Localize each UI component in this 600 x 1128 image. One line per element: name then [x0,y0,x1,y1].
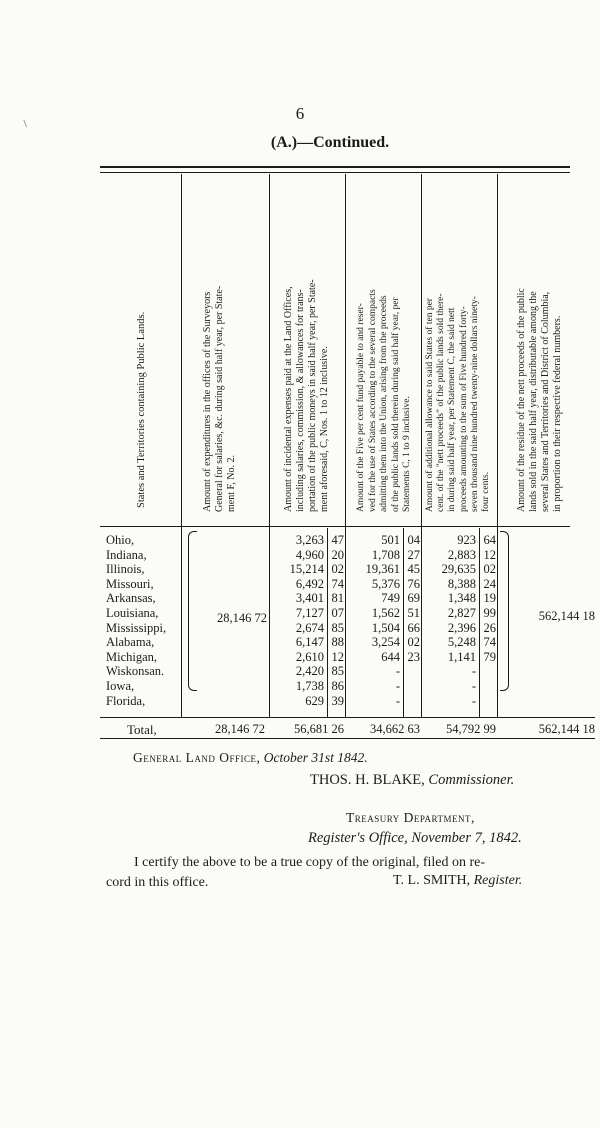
incidental-dollars: 2,674 [295,620,324,635]
ten-cents: 24 [483,576,496,591]
certify-line-2: cord in this office. [106,875,209,890]
incidental-cents: 47 [331,533,344,547]
five-dollars: 5,376 [371,576,400,591]
five-dollars: 644 [381,649,400,664]
header-surveyors: Amount of expenditures in the offices of the Surveyors General for salaries, &c. during said half year, per State- ment F, No. 2. [202,285,237,512]
incidental-dollars: 1,738 [295,679,324,693]
certify-line-1: I certify the above to be a true copy of the original, filed on re- [134,855,486,870]
incidental-dollars: 7,127 [295,606,324,620]
state-name: Iowa, [106,679,135,693]
total-residue: 562,144 18 [538,722,595,736]
state-name: Mississippi, [106,620,167,635]
five-dollars: - [395,679,400,693]
incidental-dollars: 629 [305,693,324,708]
table-top-rule [100,166,570,168]
incidental-cents: 39 [331,693,344,708]
incidental-dollars: 3,401 [295,591,324,606]
ten-cents: 99 [483,606,496,620]
total-surveyors: 28,146 72 [215,722,265,736]
total-ten: 54,792 99 [446,722,496,736]
header-states: States and Territories containing Public Lands. [136,311,147,508]
five-cents: 51 [407,606,420,620]
five-dollars: - [395,693,400,708]
incidental-cents: 74 [331,576,344,591]
incidental-cents: 88 [331,635,344,650]
five-cents: 66 [407,620,420,635]
incidental-cents: 02 [331,562,344,577]
incidental-cents: 86 [331,679,344,693]
five-dollars: 501 [381,533,400,547]
ten-dollars: 2,396 [447,620,476,635]
state-name: Michigan, [106,649,158,664]
ten-cents: 79 [483,649,496,664]
totals-rule [100,717,595,718]
state-name: Illinois, [106,562,145,577]
five-cents: 27 [407,547,420,562]
ten-cents: 74 [483,635,496,650]
ten-dollars: 8,388 [447,576,476,591]
office-line: General Land Office, October 31st 1842. [133,750,368,765]
ten-dollars: 1,348 [447,591,476,606]
state-name: Wiskonsan. [106,664,165,679]
page-number: 6 [295,104,305,123]
incidental-cents: 85 [331,620,344,635]
ten-cents: 12 [483,547,496,562]
incidental-dollars: 3,263 [295,533,324,547]
total-incidental: 56,681 26 [294,722,344,736]
incidental-dollars: 6,492 [295,576,324,591]
continued-heading: (A.)—Continued. [270,134,390,151]
col-divider [181,174,182,718]
surveyors-combined: 28,146 72 [217,611,267,625]
header-incidental: Amount of incidental expenses paid at the Land Offices, including salaries, commission, & allowances for trans- portation of the public moneys in said half year, per State- ment aforesaid, C, Nos. 1 to 12 inclusive. [283,279,330,512]
five-cents: 45 [407,562,420,577]
state-name: Ohio, [106,533,135,547]
five-dollars: 1,562 [371,606,400,620]
header-residue: Amount of the residue of the nett proceeds of the public lands sold in the said half year, distributable among the several States and Territories and District of Columbia, in proportion to their respective federal numbers. [516,288,563,512]
ten-cents: 64 [483,533,496,547]
five-dollars: 749 [381,591,400,606]
register-office-line: Register's Office, November 7, 1842. [308,830,522,846]
five-dollars: 1,504 [371,620,400,635]
signer2: T. L. SMITH, Register. [393,873,523,888]
ten-dollars: 2,883 [447,547,476,562]
cents-divider [327,528,328,718]
ten-cents: 02 [483,562,496,577]
state-name: Alabama, [106,635,155,650]
ten-dollars: - [471,693,476,708]
ten-cents: 19 [483,591,496,606]
five-dollars: 19,361 [365,562,400,577]
ten-cents: 26 [483,620,496,635]
cents-divider [479,528,480,718]
table-top-rule-2 [100,172,570,173]
five-cents: 69 [407,591,420,606]
five-cents: 23 [407,649,420,664]
five-dollars: 1,708 [371,547,400,562]
five-cents: 02 [407,635,420,650]
margin-mark: / [20,118,31,130]
incidental-cents: 20 [331,547,344,562]
ten-dollars: 5,248 [447,635,476,650]
state-name: Florida, [106,693,146,708]
totals-label: Total, [127,722,157,737]
incidental-dollars: 15,214 [289,562,324,577]
ten-dollars: 29,635 [441,562,476,577]
state-name: Arkansas, [106,591,156,606]
header-bottom-rule [100,526,570,527]
incidental-cents: 85 [331,664,344,679]
col-divider [269,174,270,718]
state-name: Indiana, [106,547,147,562]
five-dollars: 3,254 [371,635,400,650]
ten-dollars: 923 [457,533,476,547]
header-five-per-cent: Amount of the Five per cent fund payable to and reser- ved for the use of States according to the several compacts admitting them into the Union, arising from the proceeds of the public lands sold therein during said half year, per Statements C, 1 to 9 inclusive. [356,289,412,512]
five-cents: 76 [407,576,420,591]
col-divider [345,174,346,718]
five-cents: 04 [407,533,420,547]
incidental-cents: 12 [331,649,344,664]
incidental-dollars: 2,610 [295,649,324,664]
residue-combined: 562,144 18 [538,609,595,623]
incidental-cents: 81 [331,591,344,606]
ten-dollars: 1,141 [447,649,476,664]
incidental-dollars: 2,420 [295,664,324,679]
col-divider [421,174,422,718]
state-name: Missouri, [106,576,154,591]
incidental-cents: 07 [331,606,344,620]
cents-divider [403,528,404,718]
signer1: THOS. H. BLAKE, Commissioner. [310,772,515,788]
state-name: Louisiana, [106,606,159,620]
five-dollars: - [395,664,400,679]
ten-dollars: - [471,664,476,679]
incidental-dollars: 4,960 [295,547,324,562]
header-ten-per-cent: Amount of additional allowance to said States of ten per cent. of the "nett proceeds" of the public lands sold there- in during said half year, per Statement C, the said nett proceeds amounting to the sum of Five hundred forty- seven thousand nine hundred twenty-nine dollars ninety- four cents. [425,293,492,512]
bottom-rule [100,738,595,739]
ten-dollars: - [471,679,476,693]
incidental-dollars: 6,147 [295,635,324,650]
dept-line: Treasury Department, [346,810,475,825]
ten-dollars: 2,827 [447,606,476,620]
total-five: 34,662 63 [370,722,420,736]
col-divider [497,174,498,718]
